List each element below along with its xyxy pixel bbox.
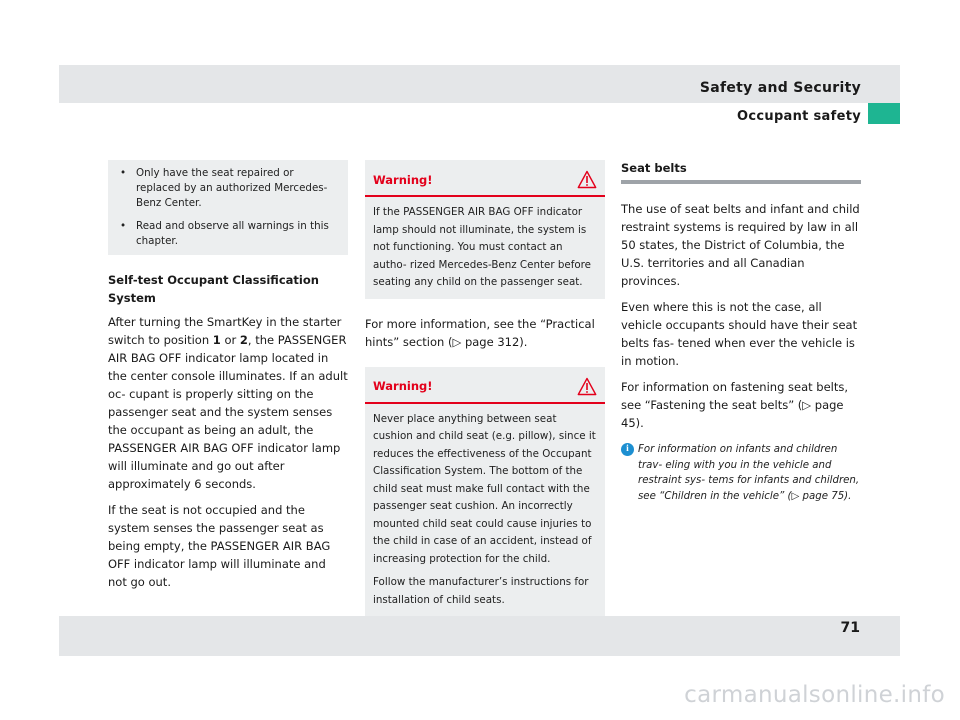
para-text: , the PASSENGER AIR BAG OFF indicator lamp located in the center console illuminates. If an adult oc- cupant is properly sitting on the passenger seat and the system senses the occupant as being an adult, the PASSENGER AIR BAG OFF indicator lamp will illuminate and go out after approximately 6 seconds.	[108, 333, 348, 491]
para-text: After turning the SmartKey in the starter switch to position	[108, 315, 342, 347]
seat-belts-paragraph: Even where this is not the case, all vehicle occupants should have their seat belts fas- tened when ever the vehicle is in motion.	[621, 300, 858, 368]
warning-title: Warning!	[373, 379, 433, 393]
column-middle	[365, 160, 605, 616]
warning-header	[365, 367, 605, 404]
seat-belts-heading: Seat belts	[621, 161, 687, 175]
bullet-item	[118, 219, 338, 249]
empty-seat-paragraph: If the seat is not occupied and the system senses the passenger seat as being empty, the PASSENGER AIR BAG OFF indicator lamp will illuminate and not go out.	[108, 503, 331, 589]
warning-text: Follow the manufacturer’s instructions for installation of child seats.	[373, 576, 589, 606]
page-number: 71	[840, 620, 860, 636]
column-right	[621, 160, 861, 504]
more-info-paragraph: For more information, see the “Practical hints” section (▷ page 312).	[365, 316, 595, 349]
warning-box-1	[365, 160, 605, 299]
heading-rule	[621, 180, 861, 184]
warning-triangle-icon	[577, 170, 597, 189]
warning-triangle-icon	[577, 377, 597, 396]
info-icon: i	[621, 443, 634, 456]
position-1: 1	[212, 333, 221, 347]
footer-band	[59, 616, 900, 656]
subsection-title: Occupant safety	[737, 109, 861, 124]
bullet-text: Read and observe all warnings in this chapter.	[136, 220, 329, 247]
accent-square	[868, 103, 900, 124]
seat-belts-paragraph: For information on fastening seat belts, see “Fastening the seat belts” (▷ page 45).	[621, 380, 849, 430]
para-text: or	[220, 333, 240, 347]
self-test-paragraph	[108, 313, 348, 493]
bullet-dot-icon: •	[120, 167, 127, 179]
info-note-text: For information on infants and children trav- eling with you in the vehicle and restraint sys- tems for infants and children, see “Children in the vehicle” (▷ page 75).	[638, 444, 860, 502]
warning-header	[365, 160, 605, 197]
section-title: Safety and Security	[699, 80, 861, 96]
bullet-item	[118, 166, 338, 211]
info-note	[621, 442, 861, 504]
column-left	[108, 160, 348, 599]
warning-box-2	[365, 367, 605, 617]
bullet-dot-icon: •	[120, 220, 127, 232]
seat-belts-paragraph: The use of seat belts and infant and child restraint systems is required by law in all 50 states, the District of Columbia, the U.S. territories and all Canadian provinces.	[621, 202, 860, 288]
bullet-list-box	[108, 160, 348, 255]
position-2: 2	[239, 333, 248, 347]
warning-body	[365, 197, 605, 299]
warning-text: If the PASSENGER AIR BAG OFF indicator lamp should not illuminate, the system is not functioning. You must contact an autho- rized Mercedes-Benz Center before seating any child on the passenger seat.	[373, 206, 591, 288]
warning-body	[365, 404, 605, 617]
warning-title: Warning!	[373, 172, 433, 187]
bullet-text: Only have the seat repaired or replaced by an authorized Mercedes-Benz Center.	[136, 167, 328, 209]
warning-text: Never place anything between seat cushion and child seat (e.g. pillow), since it reduces the effectiveness of the Occupant Classification System. The bottom of the child seat must make full contact with the passenger seat cushion. An incorrectly mounted child seat could cause injuries to the child in case of an accident, instead of increasing protection for the child.	[373, 412, 596, 565]
self-test-heading: Self-test Occupant Classification System	[108, 273, 319, 305]
watermark: carmanualsonline.info	[684, 682, 945, 708]
